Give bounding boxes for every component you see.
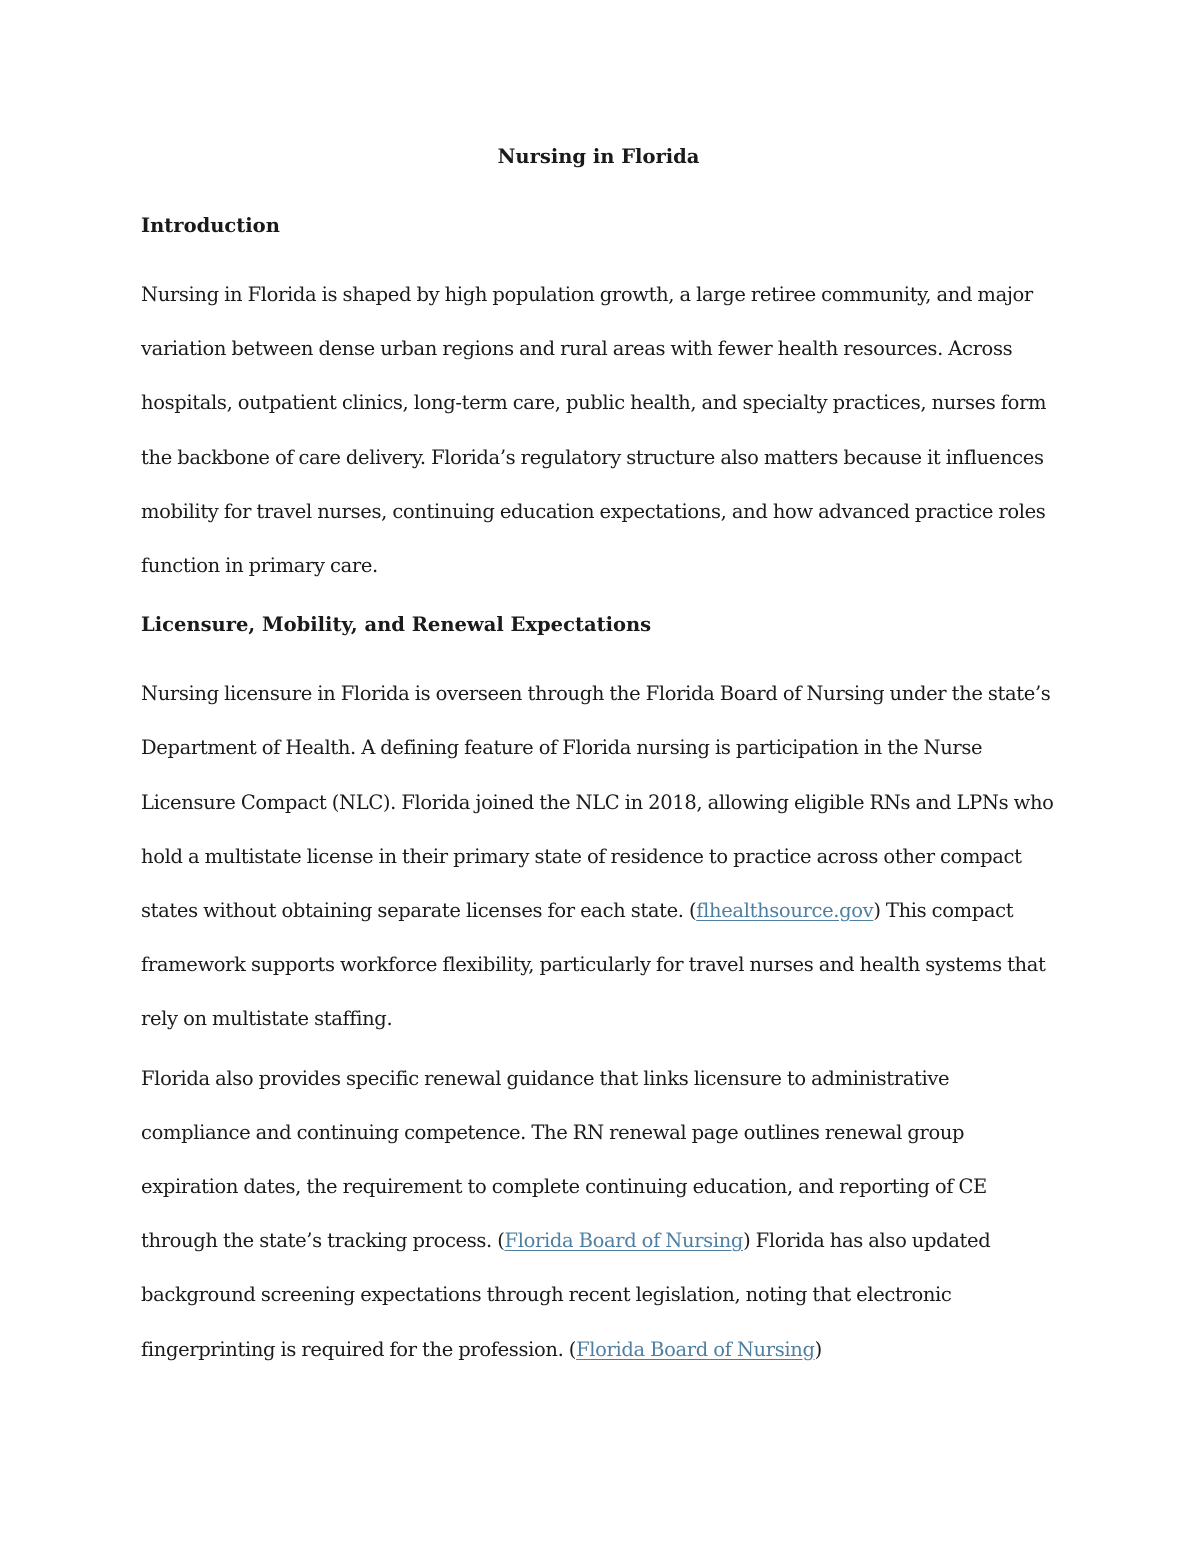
section-heading-introduction: Introduction: [141, 214, 280, 237]
florida-board-of-nursing-link[interactable]: Florida Board of Nursing: [504, 1229, 744, 1253]
introduction-paragraph: Nursing in Florida is shaped by high population growth, a large retiree community, and major variation between dense urban regions and rural areas with fewer health resources. Across hospitals, outpatient clinics, long-term care, public health, and specialty practices, nurses form the backbone of care delivery. Florida’s regulatory structure also matters because it influences mobility for travel nurses, continuing education expectations, and how advanced practice roles function in primary care.: [141, 283, 1047, 578]
paragraph-text: ): [814, 1337, 822, 1361]
paragraph-text: ) This compact framework supports workforce flexibility, particularly for travel nurses and health systems that rely on multistate staffing.: [141, 899, 1046, 1031]
section-heading-licensure: Licensure, Mobility, and Renewal Expectations: [141, 613, 652, 637]
florida-board-of-nursing-link-2[interactable]: Florida Board of Nursing: [576, 1337, 815, 1361]
paragraph-text: Florida also provides specific renewal guidance that links licensure to administrative compliance and continuing competence. The RN renewal page outlines renewal group expiration dates, the requirement to complete continuing education, and reporting of CE through the state’s tracking process. (: [141, 1066, 987, 1253]
licensure-paragraph: [141, 667, 1056, 1046]
document-title: Nursing in Florida: [497, 145, 700, 168]
paragraph-text: Nursing licensure in Florida is overseen through the Florida Board of Nursing under the state’s Department of Health. A defining feature of Florida nursing is participation in the Nurse Licensure Compact (NLC). Florida joined the NLC in 2018, allowing eligible RNs and LPNs who hold a multistate license in their primary state of residence to practice across other compact states without obtaining separate licenses for each state. (: [141, 682, 1054, 923]
paragraph-text: ) Florida has also updated background screening expectations through recent legislation, noting that electronic fingerprinting is required for the profession. (: [141, 1229, 991, 1361]
flhealthsource-link[interactable]: flhealthsource.gov: [696, 899, 874, 923]
renewal-paragraph: [141, 1052, 1056, 1377]
document-body: [141, 140, 1056, 1392]
